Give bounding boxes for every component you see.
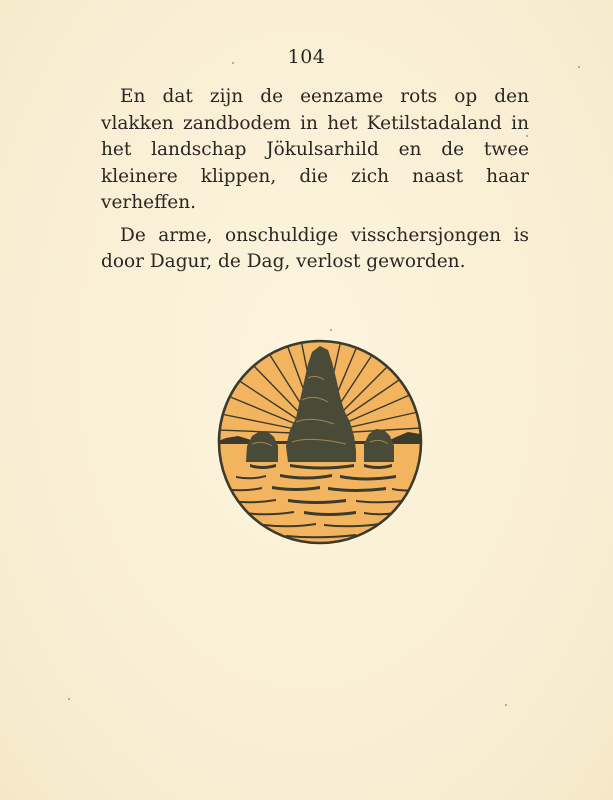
paper-speck bbox=[578, 66, 580, 68]
paper-speck bbox=[526, 135, 528, 137]
paper-speck bbox=[505, 704, 507, 706]
paragraph-2: De arme, onschuldige visschersjongen is door Dagur, de Dag, verlost geworden. bbox=[101, 224, 529, 272]
paper-speck bbox=[330, 329, 332, 331]
rocks-vignette-icon bbox=[216, 338, 424, 546]
paper-speck bbox=[232, 62, 234, 64]
paper-speck bbox=[68, 698, 70, 700]
page-number: 104 bbox=[287, 46, 326, 68]
body-text bbox=[101, 84, 529, 282]
paragraph-1: En dat zijn de eenzame rots op den vlakken zandbodem in het Ketilstadaland in het landschap Jökulsarhild en de twee kleinere klippen, die zich naast haar verheffen. bbox=[101, 86, 529, 213]
